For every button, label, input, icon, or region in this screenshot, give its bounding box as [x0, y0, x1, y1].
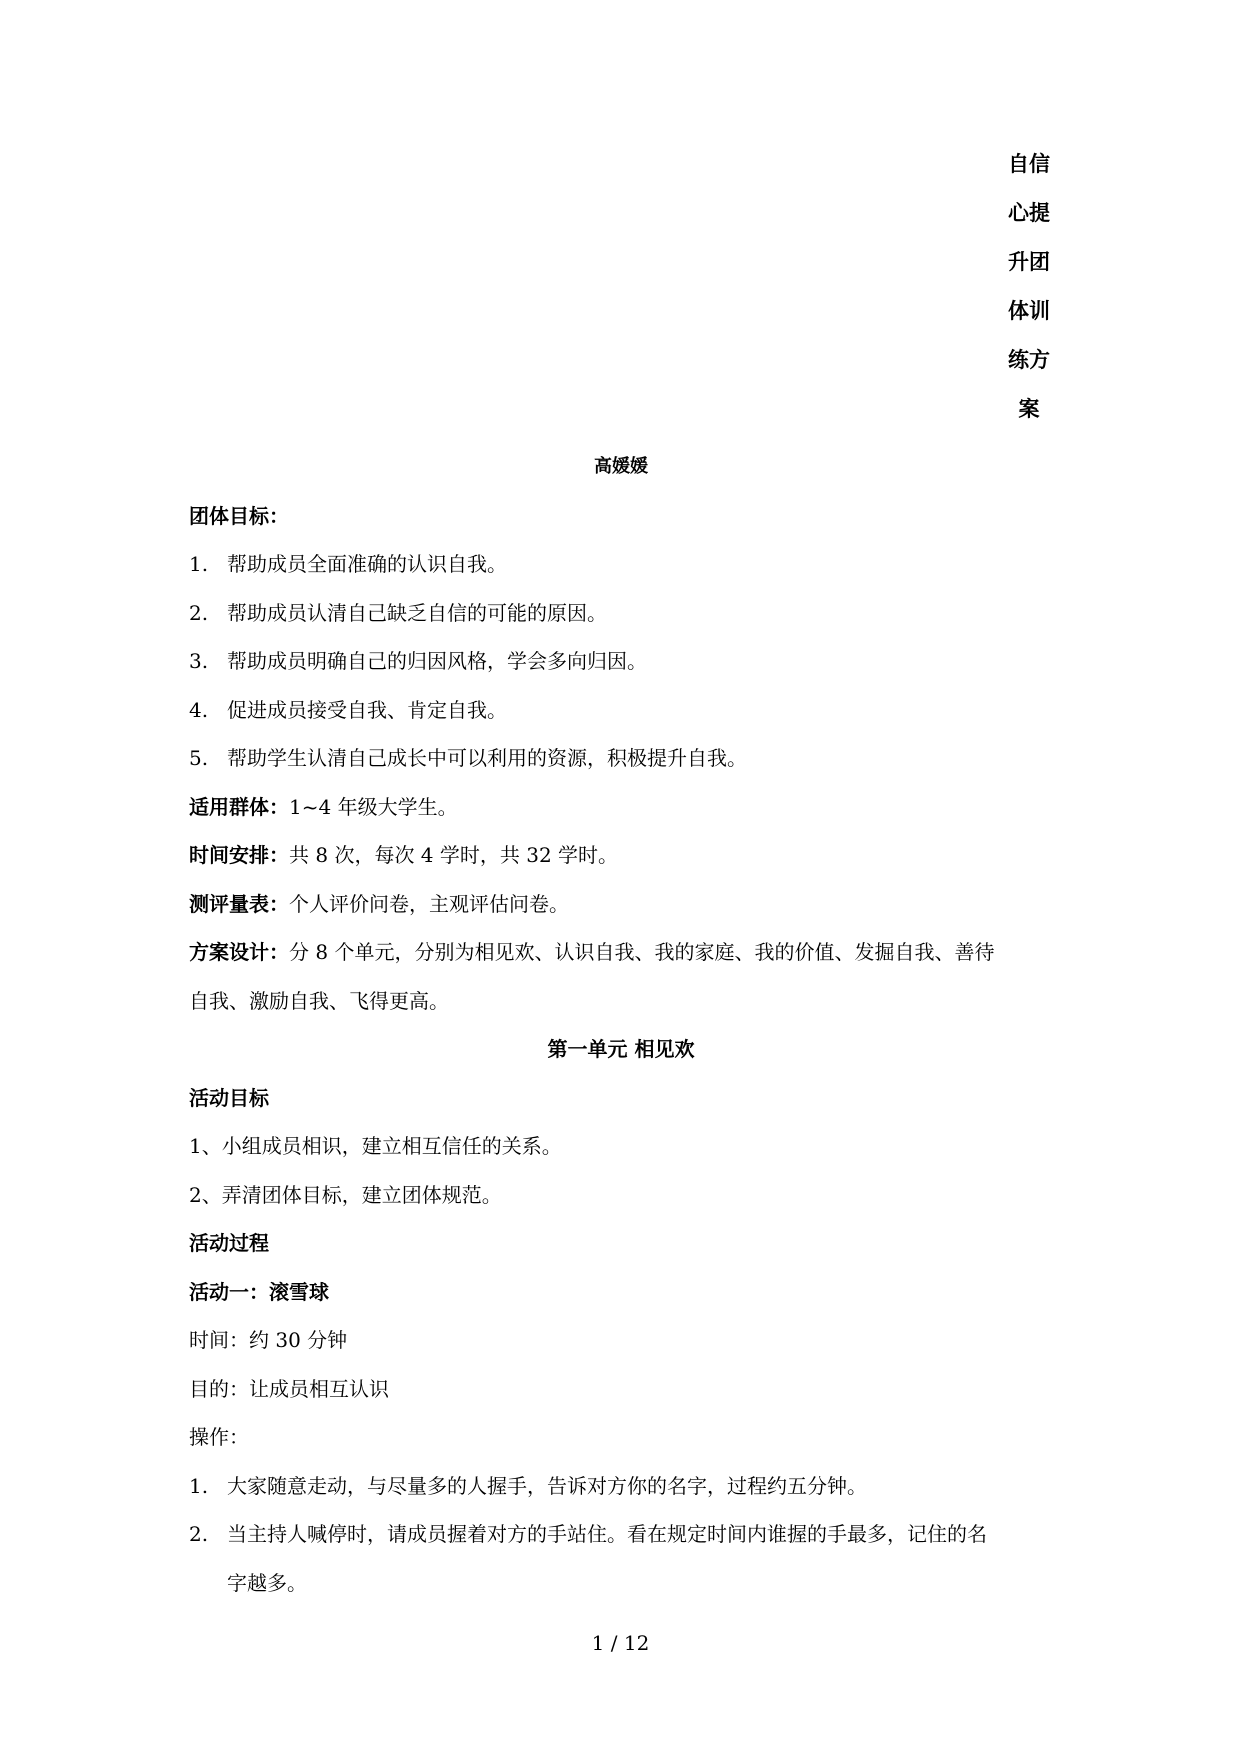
goal-number: 3.	[189, 649, 209, 673]
step-text: 当主持人喊停时，请成员握着对方的手站住。看在规定时间内谁握的手最多，记住的名	[227, 1522, 987, 1546]
schedule-text: 共 8 次，每次 4 学时，共 32 学时。	[289, 843, 619, 867]
activity-purpose: 目的：让成员相互认识	[189, 1377, 389, 1401]
goal-number: 4.	[189, 698, 209, 722]
goal-number: 1.	[189, 552, 209, 576]
activity-title: 活动一：滚雪球	[189, 1280, 329, 1304]
assessment-label: 测评量表：	[189, 892, 289, 916]
design	[189, 939, 1059, 965]
goal-text: 帮助成员明确自己的归因风格，学会多向归因。	[227, 649, 647, 673]
goal-text: 帮助成员认清自己缺乏自信的可能的原因。	[227, 601, 607, 625]
goal-item	[189, 648, 1059, 674]
unit-title: 第一单元 相见欢	[547, 1037, 695, 1061]
goal-number: 2.	[189, 601, 209, 625]
goal-text: 促进成员接受自我、肯定自我。	[227, 698, 507, 722]
target-group	[189, 794, 1059, 820]
activity-goal-heading: 活动目标	[189, 1086, 269, 1110]
goal-item	[189, 697, 1059, 723]
group-goals-heading: 团体目标：	[189, 504, 289, 528]
assessment-text: 个人评价问卷，主观评估问卷。	[289, 892, 569, 916]
activity-operation: 操作：	[189, 1425, 249, 1449]
goal-text: 帮助学生认清自己成长中可以利用的资源，积极提升自我。	[227, 746, 747, 770]
step-number: 2.	[189, 1522, 209, 1546]
design-text: 分 8 个单元，分别为相见欢、认识自我、我的家庭、我的价值、发掘自我、善待	[289, 940, 995, 964]
title-line: 自信	[1008, 152, 1050, 176]
page-number: 1 / 12	[591, 1631, 650, 1655]
step-number: 1.	[189, 1474, 209, 1498]
design-label: 方案设计：	[189, 940, 289, 964]
activity-time: 时间：约 30 分钟	[189, 1328, 348, 1352]
document-title	[1001, 152, 1057, 446]
goal-item	[189, 745, 1059, 771]
operation-step-continued: 字越多。	[227, 1571, 307, 1595]
author-name: 高媛媛	[594, 456, 648, 477]
operation-step	[189, 1521, 1059, 1547]
goal-item	[189, 551, 1059, 577]
goal-item	[189, 600, 1059, 626]
operation-step	[189, 1473, 1059, 1499]
title-line: 心提	[1008, 201, 1050, 225]
schedule-label: 时间安排：	[189, 843, 289, 867]
step-text: 大家随意走动，与尽量多的人握手，告诉对方你的名字，过程约五分钟。	[227, 1474, 867, 1498]
goal-number: 5.	[189, 746, 209, 770]
goal-text: 帮助成员全面准确的认识自我。	[227, 552, 507, 576]
title-line: 练方	[1008, 348, 1050, 372]
target-group-label: 适用群体：	[189, 795, 289, 819]
target-group-text: 1~4 年级大学生。	[289, 795, 458, 819]
design-continued: 自我、激励自我、飞得更高。	[189, 989, 449, 1013]
title-line: 升团	[1008, 250, 1050, 274]
activity-goal-item: 1、小组成员相识，建立相互信任的关系。	[189, 1134, 562, 1158]
assessment	[189, 891, 1059, 917]
activity-process-heading: 活动过程	[189, 1231, 269, 1255]
activity-goal-item: 2、弄清团体目标，建立团体规范。	[189, 1183, 502, 1207]
title-line: 案	[1018, 397, 1040, 421]
title-line: 体训	[1008, 299, 1050, 323]
schedule	[189, 842, 1059, 868]
